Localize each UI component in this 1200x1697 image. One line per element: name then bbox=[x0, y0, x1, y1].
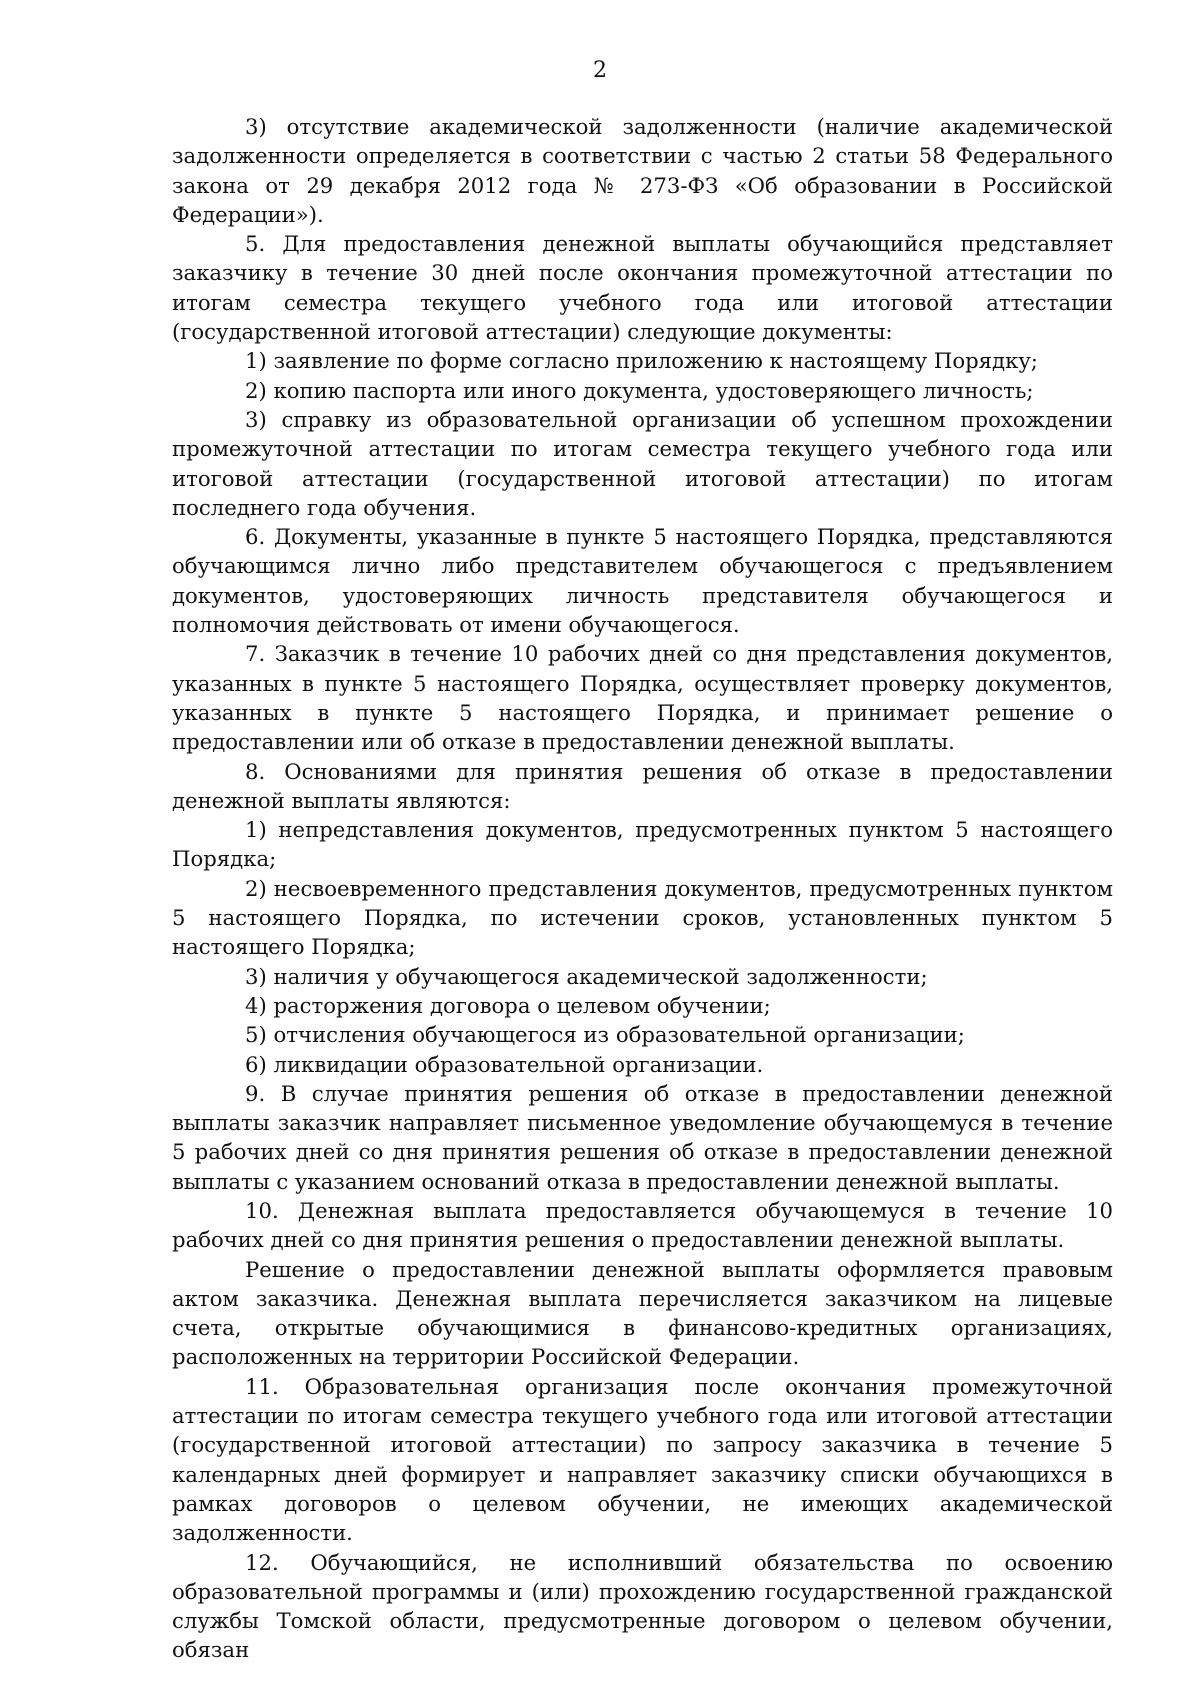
document-body bbox=[172, 112, 1113, 1665]
list-item-ground-5: 5) отчисления обучающегося из образовательной организации; bbox=[245, 1022, 965, 1048]
list-item-ground-4: 4) расторжения договора о целевом обучении; bbox=[245, 992, 771, 1018]
list-item-certificate: 3) справку из образовательной организации об успешном прохождении промежуточной аттестации по итогам семестра текущего учебного года или итоговой аттестации (государственной итоговой аттестации) по итогам последнего года обучения. bbox=[172, 406, 1113, 520]
paragraph-clause-5: 5. Для предоставления денежной выплаты обучающийся представляет заказчику в течение 30 дней после окончания промежуточной аттестации по итогам семестра текущего учебного года или итоговой аттестации (государственной итоговой аттестации) следующие документы: bbox=[172, 231, 1113, 345]
list-item-ground-6: 6) ликвидации образовательной организации. bbox=[245, 1051, 764, 1077]
list-item-ground-2: 2) несвоевременного представления документов, предусмотренных пунктом 5 настоящего Порядка, по истечении сроков, установленных пунктом 5 настоящего Порядка; bbox=[172, 875, 1113, 960]
paragraph-clause-9: 9. В случае принятия решения об отказе в предоставлении денежной выплаты заказчик направляет письменное уведомление обучающемуся в течение 5 рабочих дней со дня принятия решения об отказе в предоставлении денежной выплаты с указанием оснований отказа в предоставлении денежной выплаты. bbox=[172, 1080, 1113, 1194]
paragraph-3-no-academic-debt: 3) отсутствие академической задолженности (наличие академической задолженности определяется в соответствии с частью 2 статьи 58 Федерального закона от 29 декабря 2012 года № 273-ФЗ «Об образовании в Российской Федерации»). bbox=[172, 114, 1113, 227]
paragraph-decision: Решение о предоставлении денежной выплаты оформляется правовым актом заказчика. Денежная выплата перечисляется заказчиком на лицевые счета, открытые обучающимися в финансово-кредитных организациях, расположенных на территории Российской Федерации. bbox=[172, 1256, 1113, 1370]
list-item-passport-copy: 2) копию паспорта или иного документа, удостоверяющего личность; bbox=[245, 377, 1034, 403]
page-number: 2 bbox=[593, 58, 607, 83]
paragraph-clause-11: 11. Образовательная организация после окончания промежуточной аттестации по итогам семестра текущего учебного года или итоговой аттестации (государственной итоговой аттестации) по запросу заказчика в течение 5 календарных дней формирует и направляет заказчику списки обучающихся в рамках договоров о целевом обучении, не имеющих академической задолженности. bbox=[172, 1373, 1113, 1546]
list-item-application: 1) заявление по форме согласно приложению к настоящему Порядку; bbox=[245, 348, 1038, 374]
paragraph-clause-6: 6. Документы, указанные в пункте 5 настоящего Порядка, представляются обучающимся лично либо представителем обучающегося с предъявлением документов, удостоверяющих личность представителя обучающегося и полномочия действовать от имени обучающегося. bbox=[172, 524, 1113, 638]
paragraph-clause-12: 12. Обучающийся, не исполнивший обязательства по освоению образовательной программы и (или) прохождению государственной гражданской службы Томской области, предусмотренные договором о целевом обучении, обязан bbox=[172, 1549, 1113, 1663]
list-item-ground-1: 1) непредставления документов, предусмотренных пунктом 5 настоящего Порядка; bbox=[172, 817, 1113, 872]
paragraph-clause-8: 8. Основаниями для принятия решения об отказе в предоставлении денежной выплаты являются: bbox=[172, 758, 1113, 813]
paragraph-clause-7: 7. Заказчик в течение 10 рабочих дней со дня представления документов, указанных в пункте 5 настоящего Порядка, осуществляет проверку документов, указанных в пункте 5 настоящего Порядка, и принимает решение о предоставлении или об отказе в предоставлении денежной выплаты. bbox=[172, 641, 1113, 755]
paragraph-clause-10: 10. Денежная выплата предоставляется обучающемуся в течение 10 рабочих дней со дня принятия решения о предоставлении денежной выплаты. bbox=[172, 1197, 1113, 1253]
list-item-ground-3: 3) наличия у обучающегося академической задолженности; bbox=[245, 963, 928, 989]
